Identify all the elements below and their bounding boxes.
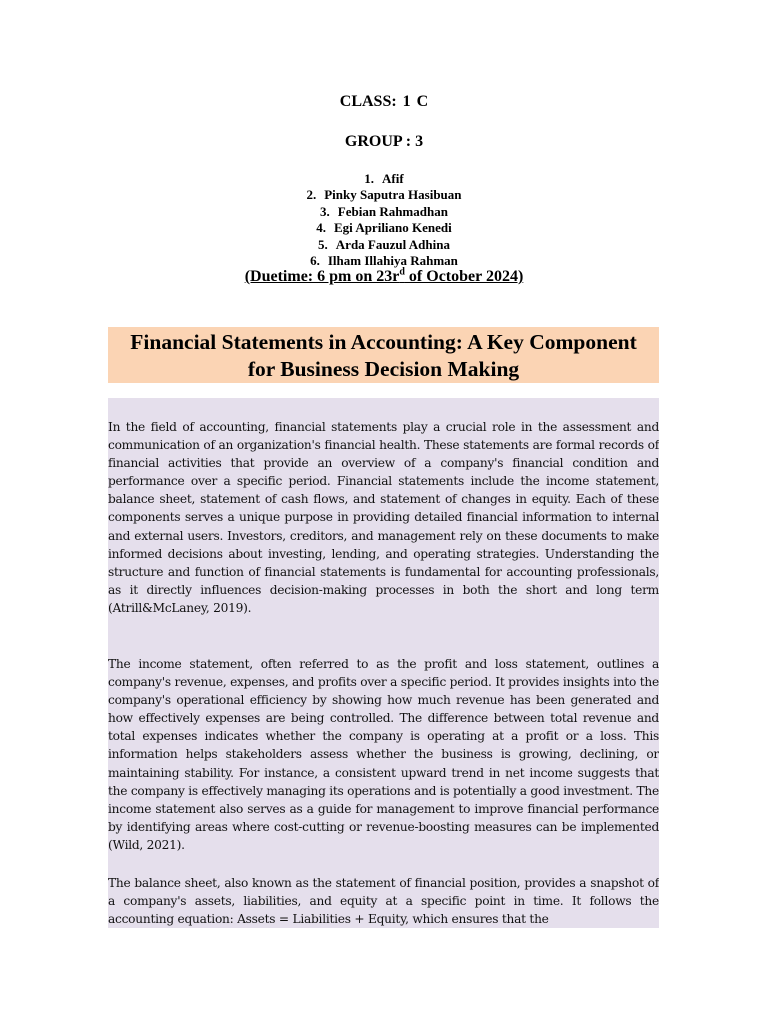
member-number: 4. <box>316 220 326 236</box>
list-item <box>0 171 768 187</box>
duetime-superscript: d <box>399 266 405 278</box>
member-number: 6. <box>310 253 320 269</box>
member-list <box>0 171 768 269</box>
duetime-text: (Duetime: 6 pm on 23r <box>244 268 400 285</box>
member-name: Arda Fauzul Adhina <box>335 236 450 252</box>
list-item <box>0 220 768 236</box>
list-item <box>0 204 768 220</box>
list-item <box>0 237 768 253</box>
member-name: Ilham Illahiya Rahman <box>327 253 458 269</box>
duetime-line <box>0 268 768 286</box>
member-name: Pinky Saputra Hasibuan <box>324 187 462 203</box>
member-number: 5. <box>318 236 328 252</box>
member-number: 2. <box>306 187 317 203</box>
group-label: GROUP : 3 <box>344 133 424 150</box>
body-text-block <box>108 398 659 928</box>
paragraph: The balance sheet, also known as the statement of financial position, provides a snapshot of a company's assets, liabilities, and equity at a specific point in time. It follows the accounting equation: Assets = Liabilities + Equity, which ensures that the <box>108 876 659 927</box>
member-name: Egi Apriliano Kenedi <box>334 220 452 236</box>
class-label: CLASS: 1 C <box>339 93 429 110</box>
duetime-text-end: of October 2024) <box>404 268 524 285</box>
document-title <box>108 327 659 383</box>
member-name: Afif <box>382 171 404 186</box>
member-name: Febian Rahmadhan <box>337 203 448 219</box>
list-item <box>0 253 768 269</box>
member-number: 1. <box>364 171 375 186</box>
member-number: 3. <box>320 203 330 219</box>
title-line-1: Financial Statements in Accounting: A Key Component <box>130 330 637 354</box>
title-line-2: for Business Decision Making <box>247 357 520 381</box>
paragraph: In the field of accounting, financial statements play a crucial role in the assessment and communication of an organization's financial health. These statements are formal records of financial activities that provide an overview of a company's financial condition and performance over a specific period. Financial statements include the income statement, balance sheet, statement of cash flows, and statement of changes in equity. Each of these components serves a unique purpose in providing detailed financial information to internal and external users. Investors, creditors, and management rely on these documents to make informed decisions about investing, lending, and operating strategies. Understanding the structure and function of financial statements is fundamental for accounting professionals, as it directly influences decision-making processes in both the short and long term (Atrill&McLaney, 2019). <box>108 420 659 615</box>
list-item <box>0 187 768 203</box>
paragraph: The income statement, often referred to as the profit and loss statement, outlines a company's revenue, expenses, and profits over a specific period. It provides insights into the company's operational efficiency by showing how much revenue has been generated and how effectively expenses are being controlled. The difference between total revenue and total expenses indicates whether the company is operating at a profit or a loss. This information helps stakeholders assess whether the business is growing, declining, or maintaining stability. For instance, a consistent upward trend in net income suggests that the company is effectively managing its operations and is potentially a good investment. The income statement also serves as a guide for management to improve financial performance by identifying areas where cost-cutting or revenue-boosting measures can be implemented (Wild, 2021). <box>108 657 659 852</box>
